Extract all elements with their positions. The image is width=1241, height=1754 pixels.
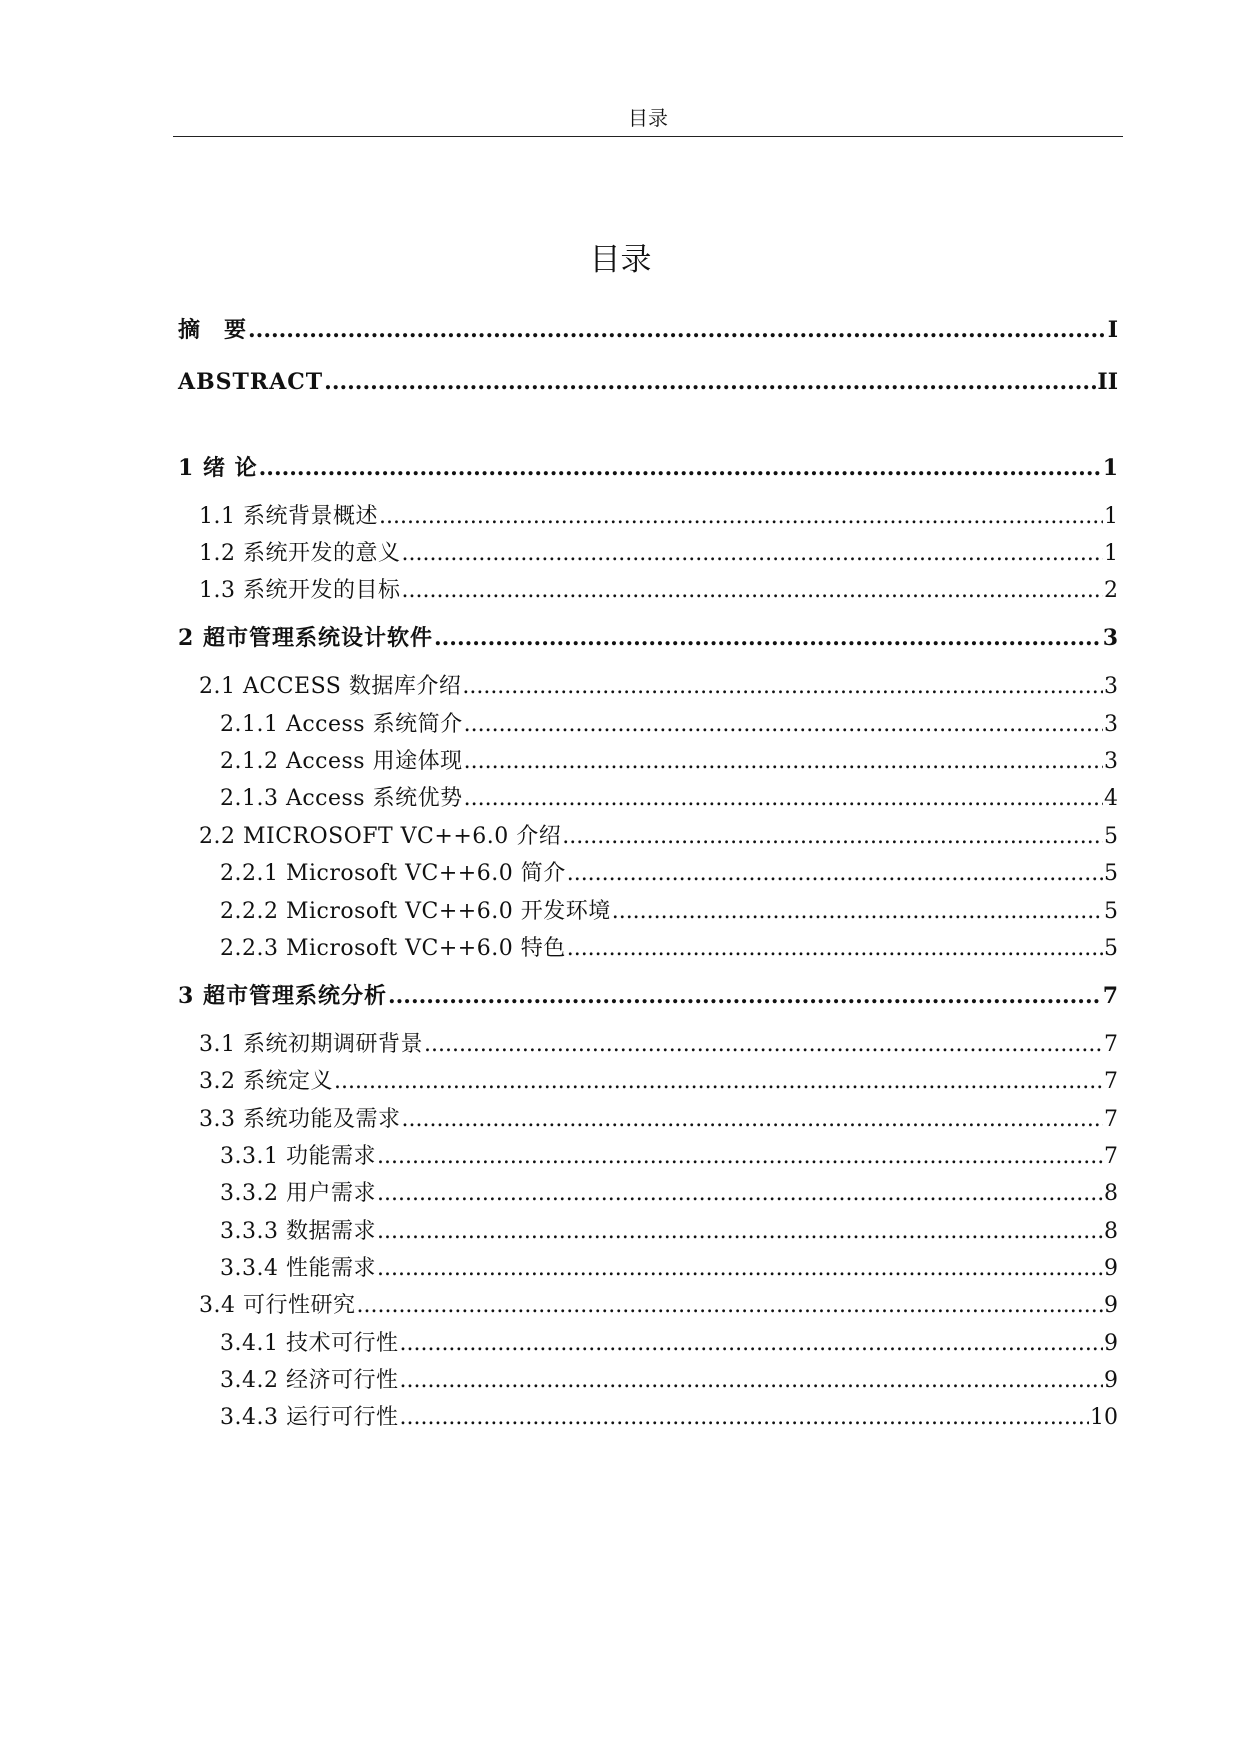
- toc-entry-page-number: 10: [1090, 1405, 1118, 1430]
- toc-entry-label: 3.4 可行性研究: [199, 1293, 356, 1318]
- toc-entry-label: 2.2.3 Microsoft VC++6.0 特色: [220, 936, 566, 961]
- toc-dot-leader: [424, 1030, 1103, 1060]
- toc-entry[interactable]: [199, 1067, 1118, 1097]
- toc-entry[interactable]: [199, 502, 1118, 532]
- toc-entry[interactable]: [178, 315, 1118, 345]
- toc-dot-leader: [464, 710, 1103, 740]
- toc-entry-label: 3.3.2 用户需求: [220, 1181, 376, 1206]
- toc-entry[interactable]: [220, 1366, 1118, 1396]
- toc-entry-page-number: 9: [1104, 1331, 1118, 1356]
- toc-entry-page-number: 3: [1104, 712, 1118, 737]
- toc-entry[interactable]: [178, 453, 1118, 483]
- toc-entry-label: 1 绪 论: [178, 455, 258, 481]
- toc-entry[interactable]: [220, 1329, 1118, 1359]
- toc-entry-page-number: 5: [1104, 899, 1118, 924]
- toc-entry[interactable]: [220, 784, 1118, 814]
- toc-entry-label: 1.2 系统开发的意义: [199, 541, 401, 566]
- toc-entry-label: 3.3.4 性能需求: [220, 1256, 376, 1281]
- toc-entry-page-number: 9: [1104, 1368, 1118, 1393]
- toc-entry-label: 3.4.1 技术可行性: [220, 1331, 399, 1356]
- toc-entry-page-number: 5: [1104, 936, 1118, 961]
- toc-entry-page-number: 7: [1104, 1032, 1118, 1057]
- toc-entry-label: 2.2.2 Microsoft VC++6.0 开发环境: [220, 899, 611, 924]
- toc-dot-leader: [377, 1179, 1103, 1209]
- toc-entry[interactable]: [199, 1105, 1118, 1135]
- toc-entry-label: 3.3.3 数据需求: [220, 1219, 376, 1244]
- page-title: 目录: [589, 242, 652, 278]
- toc-dot-leader: [464, 747, 1103, 777]
- toc-entry[interactable]: [199, 672, 1118, 702]
- toc-entry[interactable]: [199, 822, 1118, 852]
- toc-entry-label: 2.1.1 Access 系统简介: [220, 712, 463, 737]
- toc-entry[interactable]: [220, 1254, 1118, 1284]
- toc-entry[interactable]: [220, 747, 1118, 777]
- toc-entry[interactable]: [220, 1217, 1118, 1247]
- toc-entry-page-number: 7: [1104, 1107, 1118, 1132]
- toc-entry-page-number: 5: [1104, 861, 1118, 886]
- toc-dot-leader: [377, 1217, 1103, 1247]
- toc-entry-page-number: 1: [1102, 455, 1118, 481]
- toc-entry-page-number: 7: [1102, 983, 1118, 1009]
- toc-entry-label: 2.2 MICROSOFT VC++6.0 介绍: [199, 824, 562, 849]
- toc-entry-page-number: 4: [1104, 786, 1118, 811]
- toc-entry[interactable]: [220, 710, 1118, 740]
- toc-dot-leader: [434, 623, 1102, 653]
- toc-entry-label: ABSTRACT: [178, 369, 324, 395]
- toc-entry[interactable]: [199, 576, 1118, 606]
- toc-entry-label: 3 超市管理系统分析: [178, 983, 387, 1009]
- toc-dot-leader: [562, 822, 1103, 852]
- toc-entry-page-number: 3: [1104, 749, 1118, 774]
- toc-entry-page-number: 8: [1104, 1181, 1118, 1206]
- toc-entry-label: 1.1 系统背景概述: [199, 504, 378, 529]
- toc-entry-page-number: 8: [1104, 1219, 1118, 1244]
- toc-entry-page-number: II: [1097, 369, 1118, 395]
- toc-entry[interactable]: [178, 623, 1118, 653]
- toc-dot-leader: [462, 672, 1103, 702]
- toc-entry[interactable]: [199, 1030, 1118, 1060]
- toc-entry[interactable]: [220, 859, 1118, 889]
- toc-dot-leader: [401, 539, 1103, 569]
- toc-entry-page-number: 9: [1104, 1256, 1118, 1281]
- toc-dot-leader: [334, 1067, 1103, 1097]
- toc-entry-page-number: I: [1107, 317, 1118, 343]
- toc-dot-leader: [377, 1142, 1103, 1172]
- toc-dot-leader: [377, 1254, 1103, 1284]
- toc-entry-label: 2.2.1 Microsoft VC++6.0 简介: [220, 861, 566, 886]
- toc-dot-leader: [399, 1329, 1103, 1359]
- toc-entry-page-number: 1: [1104, 541, 1118, 566]
- toc-dot-leader: [324, 367, 1096, 397]
- toc-entry[interactable]: [199, 1291, 1118, 1321]
- toc-entry-label: 3.4.3 运行可行性: [220, 1405, 399, 1430]
- toc-entry-label: 3.4.2 经济可行性: [220, 1368, 399, 1393]
- toc-entry-label: 摘 要: [178, 317, 248, 343]
- toc-dot-leader: [356, 1291, 1103, 1321]
- toc-dot-leader: [388, 981, 1102, 1011]
- toc-entry[interactable]: [178, 367, 1118, 397]
- toc-entry-label: 2.1 ACCESS 数据库介绍: [199, 674, 462, 699]
- toc-entry-page-number: 3: [1102, 625, 1118, 651]
- toc-dot-leader: [248, 315, 1107, 345]
- toc-dot-leader: [567, 934, 1103, 964]
- toc-entry-label: 3.3 系统功能及需求: [199, 1107, 401, 1132]
- toc-dot-leader: [379, 502, 1103, 532]
- toc-entry-page-number: 3: [1104, 674, 1118, 699]
- toc-entry-label: 2.1.2 Access 用途体现: [220, 749, 463, 774]
- toc-entry-label: 2.1.3 Access 系统优势: [220, 786, 463, 811]
- toc-entry[interactable]: [178, 981, 1118, 1011]
- toc-entry-page-number: 9: [1104, 1293, 1118, 1318]
- toc-entry[interactable]: [220, 934, 1118, 964]
- toc-dot-leader: [399, 1403, 1089, 1433]
- toc-entry-page-number: 2: [1104, 578, 1118, 603]
- toc-entry[interactable]: [199, 539, 1118, 569]
- toc-entry[interactable]: [220, 1403, 1118, 1433]
- toc-entry-page-number: 1: [1104, 504, 1118, 529]
- toc-dot-leader: [567, 859, 1103, 889]
- toc-dot-leader: [612, 897, 1103, 927]
- toc-dot-leader: [464, 784, 1103, 814]
- toc-entry-label: 3.2 系统定义: [199, 1069, 333, 1094]
- toc-entry-page-number: 5: [1104, 824, 1118, 849]
- toc-entry-label: 3.3.1 功能需求: [220, 1144, 376, 1169]
- running-header-text: 目录: [628, 106, 668, 130]
- toc-dot-leader: [401, 576, 1103, 606]
- toc-dot-leader: [401, 1105, 1103, 1135]
- toc-entry-page-number: 7: [1104, 1144, 1118, 1169]
- toc-dot-leader: [399, 1366, 1103, 1396]
- toc-dot-leader: [259, 453, 1102, 483]
- toc-entry-label: 1.3 系统开发的目标: [199, 578, 401, 603]
- toc-entry[interactable]: [220, 897, 1118, 927]
- toc-entry[interactable]: [220, 1179, 1118, 1209]
- toc-entry-page-number: 7: [1104, 1069, 1118, 1094]
- toc-entry-label: 2 超市管理系统设计软件: [178, 625, 433, 651]
- toc-entry[interactable]: [220, 1142, 1118, 1172]
- toc-entry-label: 3.1 系统初期调研背景: [199, 1032, 423, 1057]
